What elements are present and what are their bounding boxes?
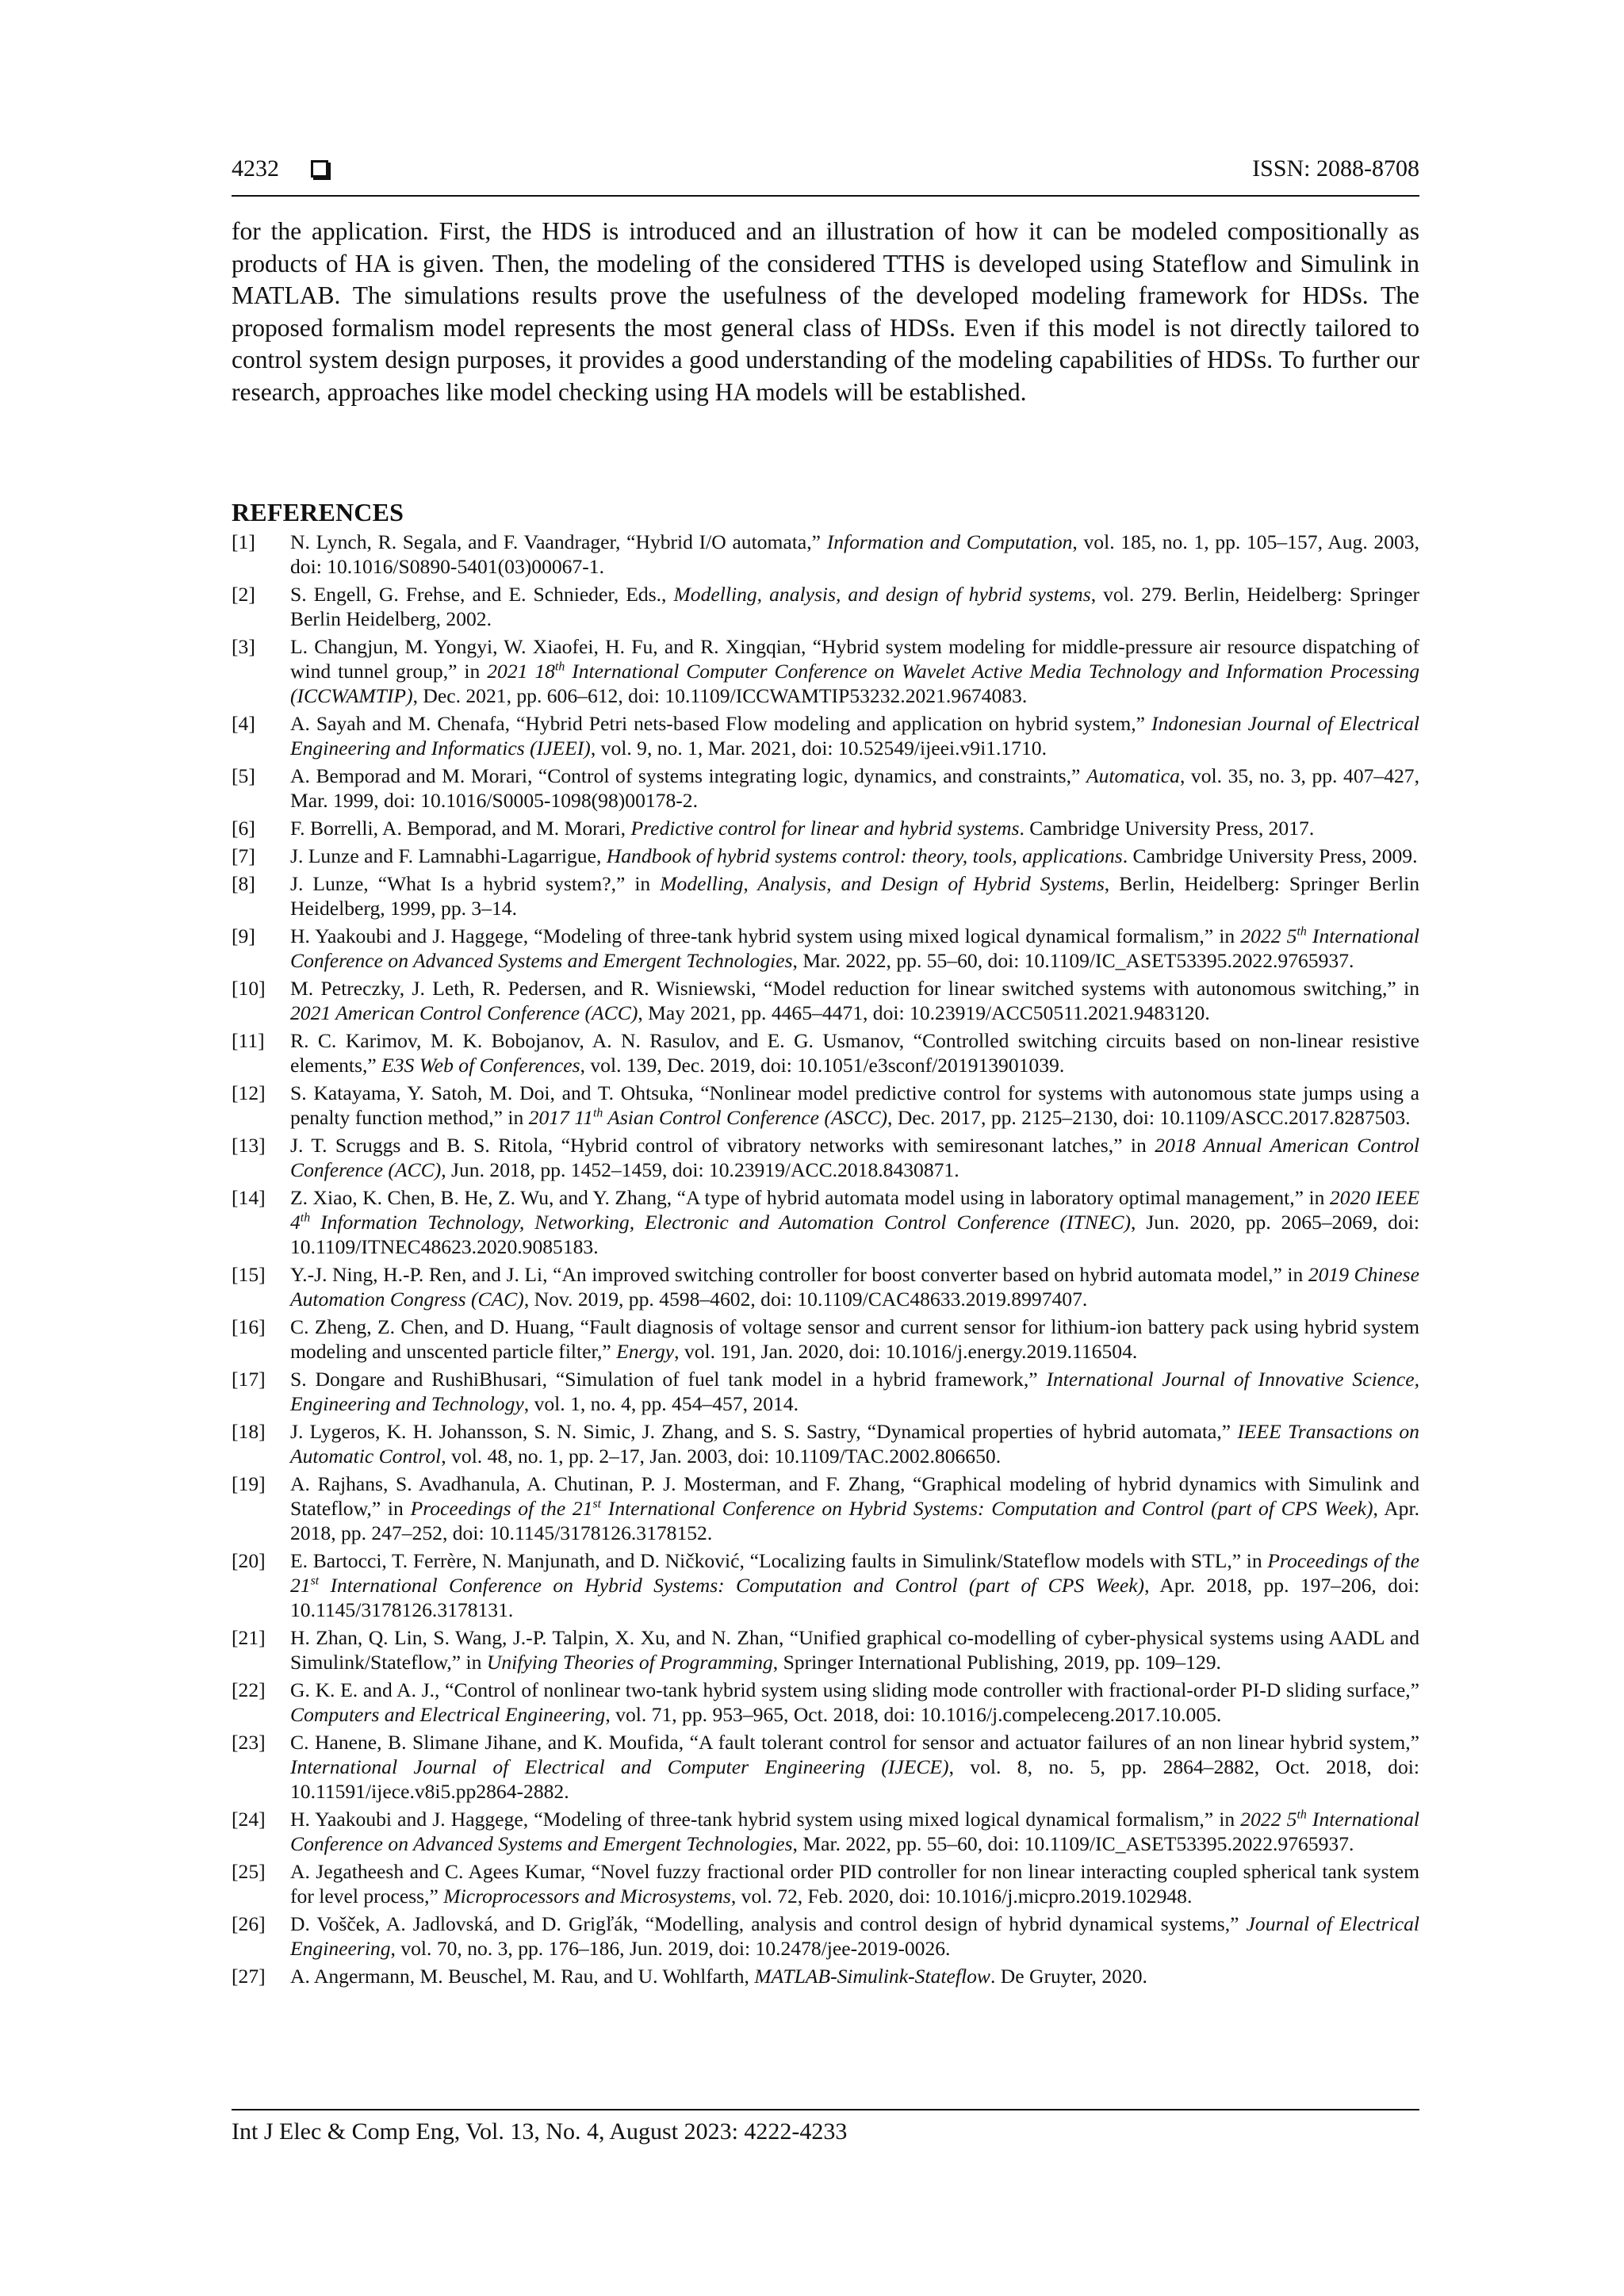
- reference-text: S. Engell, G. Frehse, and E. Schnieder, Eds., Modelling, analysis, and design of hybrid systems, vol. 279. Berlin, Heidelberg: Springer Berlin Heidelberg, 2002.: [290, 583, 1419, 630]
- reference-text: S. Dongare and RushiBhusari, “Simulation of fuel tank model in a hybrid framework,” International Journal of Innovative Science, Engineering and Technology, vol. 1, no. 4, pp. 454–457, 2014.: [290, 1368, 1419, 1415]
- reference-item: [232, 816, 1419, 840]
- reference-text: F. Borrelli, A. Bemporad, and M. Morari, Predictive control for linear and hybrid systems. Cambridge University Press, 2017.: [290, 817, 1315, 840]
- reference-number: [23]: [232, 1731, 266, 1754]
- reference-number: [2]: [232, 583, 255, 606]
- reference-number: [3]: [232, 635, 255, 658]
- header-divider: [232, 195, 1419, 197]
- reference-item: [232, 1133, 1419, 1182]
- reference-item: [232, 530, 1419, 579]
- reference-text: C. Zheng, Z. Chen, and D. Huang, “Fault diagnosis of voltage sensor and current sensor for lithium-ion battery pack using hybrid system modeling and unscented particle filter,” Energy, vol. 191, Jan. 2020, doi: 10.1016/j.energy.2019.116504.: [290, 1315, 1419, 1363]
- reference-text: J. Lygeros, K. H. Johansson, S. N. Simic, J. Zhang, and S. S. Sastry, “Dynamical properties of hybrid automata,” IEEE Transactions on Automatic Control, vol. 48, no. 1, pp. 2–17, Jan. 2003, doi: 10.1109/TAC.2002.806650.: [290, 1420, 1419, 1468]
- footer-divider: [232, 2109, 1419, 2110]
- reference-item: [232, 976, 1419, 1025]
- reference-number: [12]: [232, 1081, 266, 1104]
- reference-number: [27]: [232, 1965, 266, 1988]
- reference-number: [20]: [232, 1549, 266, 1572]
- reference-text: H. Yaakoubi and J. Haggege, “Modeling of three-tank hybrid system using mixed logical dynamical formalism,” in 2022 5th International Conference on Advanced Systems and Emergent Technologies, Mar. 2022, pp. 55–60, doi: 10.1109/IC_ASET53395.2022.9765937.: [290, 1808, 1419, 1855]
- reference-item: [232, 1964, 1419, 1988]
- reference-item: [232, 1678, 1419, 1727]
- reference-text: G. K. E. and A. J., “Control of nonlinear two-tank hybrid system using sliding mode controller with fractional-order PI-D sliding surface,” Computers and Electrical Engineering, vol. 71, pp. 953–965, Oct. 2018, doi: 10.1016/j.compeleceng.2017.10.005.: [290, 1678, 1419, 1726]
- reference-text: D. Vošček, A. Jadlovská, and D. Grigľák, “Modelling, analysis and control design of hybrid dynamical systems,” Journal of Electrical Engineering, vol. 70, no. 3, pp. 176–186, Jun. 2019, doi: 10.2478/jee-2019-0026.: [290, 1912, 1419, 1960]
- reference-text: E. Bartocci, T. Ferrère, N. Manjunath, and D. Ničković, “Localizing faults in Simulink/Stateflow models with STL,” in Proceedings of the 21st International Conference on Hybrid Systems: Computation and Control (part of CPS Week), Apr. 2018, pp. 197–206, doi: 10.1145/3178126.3178131.: [290, 1549, 1419, 1621]
- reference-item: [232, 1081, 1419, 1130]
- reference-number: [11]: [232, 1029, 265, 1052]
- header-left: [232, 155, 328, 182]
- reference-number: [19]: [232, 1472, 266, 1495]
- issn-label: ISSN: 2088-8708: [1252, 155, 1419, 182]
- reference-text: A. Sayah and M. Chenafa, “Hybrid Petri nets-based Flow modeling and application on hybrid system,” Indonesian Journal of Electrical Engineering and Informatics (IJEEI), vol. 9, no. 1, Mar. 2021, doi: 10.52549/ijeei.v9i1.1710.: [290, 712, 1420, 760]
- reference-text: C. Hanene, B. Slimane Jihane, and K. Moufida, “A fault tolerant control for sensor and actuator failures of an non linear hybrid system,” International Journal of Electrical and Computer Engineering (IJECE), vol. 8, no. 5, pp. 2864–2882, Oct. 2018, doi: 10.11591/ijece.v8i5.pp2864-2882.: [290, 1731, 1419, 1803]
- reference-text: J. Lunze and F. Lamnabhi-Lagarrigue, Handbook of hybrid systems control: theory, tools, applications. Cambridge University Press, 2009.: [290, 844, 1418, 867]
- reference-number: [14]: [232, 1186, 266, 1209]
- checkbox-square-icon: [311, 160, 328, 178]
- reference-text: A. Rajhans, S. Avadhanula, A. Chutinan, P. J. Mosterman, and F. Zhang, “Graphical modeling of hybrid dynamics with Simulink and Stateflow,” in Proceedings of the 21st International Conference on Hybrid Systems: Computation and Control (part of CPS Week), Apr. 2018, pp. 247–252, doi: 10.1145/3178126.3178152.: [290, 1472, 1419, 1544]
- reference-item: [232, 844, 1419, 868]
- reference-number: [9]: [232, 924, 255, 947]
- conclusion-paragraph: for the application. First, the HDS is introduced and an illustration of how it can be modeled compositionally as products of HA is given. Then, the modeling of the considered TTHS is developed using Stateflow and Simulink in MATLAB. The simulations results prove the usefulness of the developed modeling framework for HDSs. The proposed formalism model represents the most general class of HDSs. Even if this model is not directly tailored to control system design purposes, it provides a good understanding of the modeling capabilities of HDSs. To further our research, approaches like model checking using HA models will be established.: [232, 217, 1419, 406]
- reference-item: [232, 1419, 1419, 1468]
- reference-text: L. Changjun, M. Yongyi, W. Xiaofei, H. Fu, and R. Xingqian, “Hybrid system modeling for middle-pressure air resource dispatching of wind tunnel group,” in 2021 18th International Computer Conference on Wavelet Active Media Technology and Information Processing (ICCWAMTIP), Dec. 2021, pp. 606–612, doi: 10.1109/ICCWAMTIP53232.2021.9674083.: [290, 635, 1419, 707]
- reference-item: [232, 1807, 1419, 1856]
- reference-number: [7]: [232, 844, 255, 867]
- page-number: 4232: [232, 155, 279, 182]
- reference-item: [232, 1367, 1419, 1416]
- reference-text: N. Lynch, R. Segala, and F. Vaandrager, “Hybrid I/O automata,” Information and Computation, vol. 185, no. 1, pp. 105–157, Aug. 2003, doi: 10.1016/S0890-5401(03)00067-1.: [290, 530, 1419, 578]
- reference-text: H. Yaakoubi and J. Haggege, “Modeling of three-tank hybrid system using mixed logical dynamical formalism,” in 2022 5th International Conference on Advanced Systems and Emergent Technologies, Mar. 2022, pp. 55–60, doi: 10.1109/IC_ASET53395.2022.9765937.: [290, 924, 1419, 972]
- reference-text: M. Petreczky, J. Leth, R. Pedersen, and R. Wisniewski, “Model reduction for linear switched systems with autonomous switching,” in 2021 American Control Conference (ACC), May 2021, pp. 4465–4471, doi: 10.23919/ACC50511.2021.9483120.: [290, 977, 1419, 1024]
- reference-number: [13]: [232, 1134, 266, 1157]
- reference-item: [232, 1471, 1419, 1545]
- reference-item: [232, 1625, 1419, 1674]
- reference-item: [232, 1314, 1419, 1364]
- reference-number: [17]: [232, 1368, 266, 1391]
- reference-text: R. C. Karimov, M. K. Bobojanov, A. N. Rasulov, and E. G. Usmanov, “Controlled switching circuits based on non-linear resistive elements,” E3S Web of Conferences, vol. 139, Dec. 2019, doi: 10.1051/e3sconf/201913901039.: [290, 1029, 1419, 1077]
- reference-item: [232, 1911, 1419, 1961]
- reference-number: [18]: [232, 1420, 266, 1443]
- reference-item: [232, 763, 1419, 813]
- reference-text: A. Bemporad and M. Morari, “Control of systems integrating logic, dynamics, and constraints,” Automatica, vol. 35, no. 3, pp. 407–427, Mar. 1999, doi: 10.1016/S0005-1098(98)00178-2.: [290, 764, 1419, 812]
- reference-text: Y.-J. Ning, H.-P. Ren, and J. Li, “An improved switching controller for boost converter based on hybrid automata model,” in 2019 Chinese Automation Congress (CAC), Nov. 2019, pp. 4598–4602, doi: 10.1109/CAC48633.2019.8997407.: [290, 1263, 1419, 1311]
- reference-item: [232, 1859, 1419, 1908]
- reference-item: [232, 711, 1419, 760]
- reference-number: [25]: [232, 1860, 266, 1883]
- reference-item: [232, 1185, 1419, 1259]
- reference-text: J. Lunze, “What Is a hybrid system?,” in Modelling, Analysis, and Design of Hybrid Systems, Berlin, Heidelberg: Springer Berlin Heidelberg, 1999, pp. 3–14.: [290, 872, 1419, 920]
- reference-number: [24]: [232, 1808, 266, 1831]
- references-heading: REFERENCES: [232, 498, 404, 526]
- reference-item: [232, 1262, 1419, 1311]
- reference-item: [232, 871, 1419, 920]
- reference-text: J. T. Scruggs and B. S. Ritola, “Hybrid control of vibratory networks with semiresonant latches,” in 2018 Annual American Control Conference (ACC), Jun. 2018, pp. 1452–1459, doi: 10.23919/ACC.2018.8430871.: [290, 1134, 1419, 1181]
- reference-number: [16]: [232, 1315, 266, 1338]
- reference-number: [15]: [232, 1263, 266, 1286]
- reference-item: [232, 582, 1419, 631]
- reference-text: S. Katayama, Y. Satoh, M. Doi, and T. Ohtsuka, “Nonlinear model predictive control for systems with autonomous state jumps using a penalty function method,” in 2017 11th Asian Control Conference (ASCC), Dec. 2017, pp. 2125–2130, doi: 10.1109/ASCC.2017.8287503.: [290, 1081, 1419, 1129]
- reference-number: [1]: [232, 530, 255, 553]
- reference-number: [22]: [232, 1678, 266, 1701]
- page-header: [232, 155, 1419, 182]
- reference-text: A. Angermann, M. Beuschel, M. Rau, and U. Wohlfarth, MATLAB-Simulink-Stateflow. De Gruyter, 2020.: [290, 1965, 1147, 1988]
- reference-item: [232, 634, 1419, 708]
- footer-citation: Int J Elec & Comp Eng, Vol. 13, No. 4, August 2023: 4222-4233: [232, 2118, 848, 2145]
- reference-number: [5]: [232, 764, 255, 787]
- reference-text: H. Zhan, Q. Lin, S. Wang, J.-P. Talpin, X. Xu, and N. Zhan, “Unified graphical co-modelling of cyber-physical systems using AADL and Simulink/Stateflow,” in Unifying Theories of Programming, Springer International Publishing, 2019, pp. 109–129.: [290, 1626, 1419, 1674]
- reference-item: [232, 1548, 1419, 1622]
- reference-number: [8]: [232, 872, 255, 895]
- reference-number: [26]: [232, 1912, 266, 1935]
- references-list: [232, 530, 1419, 1992]
- reference-number: [6]: [232, 817, 255, 840]
- reference-number: [4]: [232, 712, 255, 735]
- reference-item: [232, 924, 1419, 973]
- reference-text: Z. Xiao, K. Chen, B. He, Z. Wu, and Y. Zhang, “A type of hybrid automata model using in laboratory optimal management,” in 2020 IEEE 4th Information Technology, Networking, Electronic and Automation Control Conference (ITNEC), Jun. 2020, pp. 2065–2069, doi: 10.1109/ITNEC48623.2020.9085183.: [290, 1186, 1419, 1258]
- reference-item: [232, 1028, 1419, 1077]
- reference-number: [10]: [232, 977, 266, 1000]
- reference-number: [21]: [232, 1626, 266, 1649]
- reference-text: A. Jegatheesh and C. Agees Kumar, “Novel fuzzy fractional order PID controller for non linear interacting coupled spherical tank system for level process,” Microprocessors and Microsystems, vol. 72, Feb. 2020, doi: 10.1016/j.micpro.2019.102948.: [290, 1860, 1419, 1908]
- reference-item: [232, 1730, 1419, 1804]
